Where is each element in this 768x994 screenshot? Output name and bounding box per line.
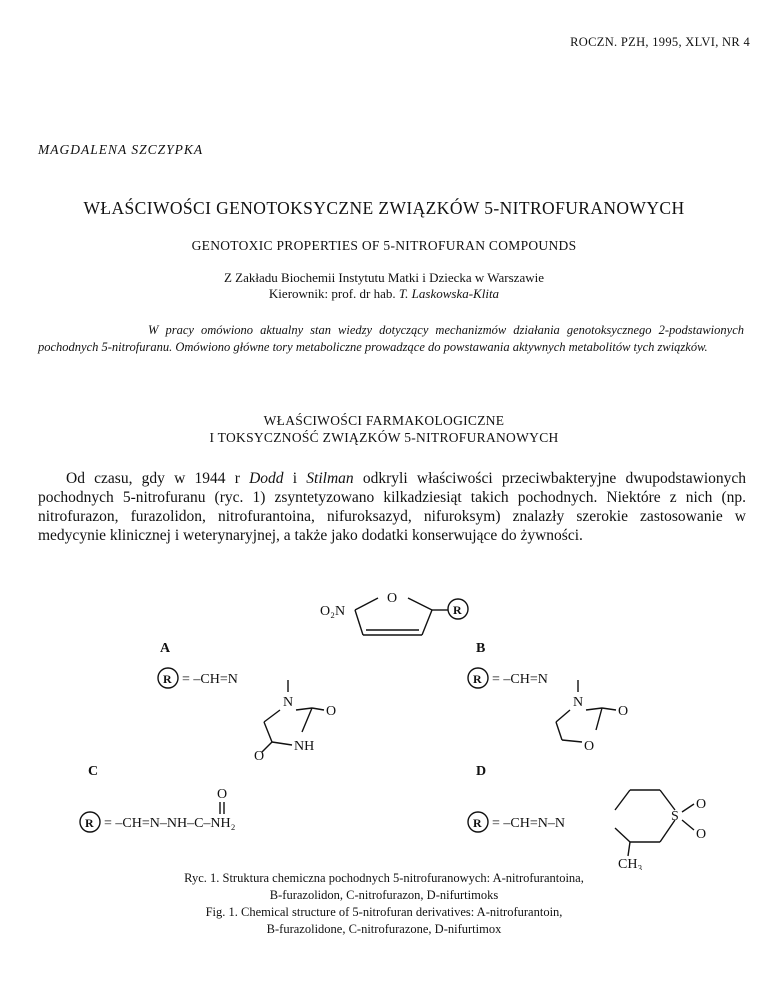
furan-bond [408,598,432,610]
linker-a: = –CH=N [182,672,238,687]
affiliation-head [0,286,768,302]
furan-oxygen-label: O [387,591,398,606]
panel-label-d: D [476,764,487,779]
journal-header: ROCZN. PZH, 1995, XLVI, NR 4 [570,35,750,49]
paragraph-part3: odkryli właściwości przeciwbakteryjne dwupodstawionych pochodnych 5-nitrofuranu (ryc. 1) zsyntetyzowano kilkadziesiąt takich pochodnych. Niektóre z nich (np. nitrofurazon, furazolidon, nitrofurantoina, nifuroksazyd, nifuroksym) znalazły szerokie zastosowanie w medycynie klinicznej i weterynaryjnej, a także jako dodatki konserwujące do żywności. [38,470,747,544]
nh-label: NH [294,739,315,754]
section-heading [0,412,768,446]
caption-en-line1: Fig. 1. Chemical structure of 5-nitrofuran derivatives: A-nitrofurantoin, [205,905,563,919]
ring-bond [596,708,602,730]
sulfur-label: S [671,809,679,824]
furan-bond [355,598,378,610]
chemical-structures-figure [30,580,750,870]
affiliation-head-prefix: Kierownik: prof. dr hab. [268,286,396,301]
affiliation-institute: Z Zakładu Biochemii Instytutu Matki i Dziecka w Warszawie [223,270,544,285]
furan-bond [422,610,432,635]
affiliation [0,270,768,302]
section-heading-line1: WŁAŚCIWOŚCI FARMAKOLOGICZNE [263,413,505,428]
panel-label-b: B [476,641,486,656]
r-group-label: R [473,672,482,686]
ring-bond [615,828,630,842]
ring-bond [556,722,562,740]
carbonyl-bond [312,708,324,710]
r-group-label: R [473,816,482,830]
article-title-english: GENOTOXIC PROPERTIES OF 5-NITROFURAN COMPOUNDS [191,238,577,253]
abstract: W pracy omówiono aktualny stan wiedzy dotyczący mechanizmów działania genotoksycznego 2-podstawionych pochodnych 5-nitrofuranu. Omówiono główne tory metaboliczne prowadzące do powstawania aktywnych metabolitów tych związków. [38,323,744,354]
author-name-stilman: Stilman [306,470,354,487]
caption-en-line2: B-furazolidone, C-nitrofurazone, D-nifurtimox [266,922,502,936]
carbonyl-bond [602,708,616,710]
r-group-label: R [453,603,462,617]
paragraph-part1: Od czasu, gdy w 1944 r [66,470,240,487]
nitro-group-label: O₂N [320,604,346,619]
ring-nitrogen-label: N [573,695,584,710]
linker-c: = –CH=N–NH–C–NH₂ [104,816,236,831]
ring-bond [660,790,675,810]
linker-d: = –CH=N–N [492,816,565,831]
r-group-label: R [163,672,172,686]
ring-bond [556,710,570,722]
ring-bond [296,708,312,710]
ring-bond [264,710,280,722]
panel-label-c: C [88,764,99,779]
oxygen-label: O [696,827,707,842]
article-title-polish: WŁAŚCIWOŚCI GENOTOKSYCZNE ZWIĄZKÓW 5-NITROFURANOWYCH [83,198,685,218]
body-paragraph [38,469,746,545]
methyl-bond [628,842,630,856]
linker-b: = –CH=N [492,672,548,687]
r-group-label: R [85,816,94,830]
oxygen-label: O [696,797,707,812]
section-heading-line2: I TOKSYCZNOŚĆ ZWIĄZKÓW 5-NITROFURANOWYCH [209,430,559,445]
author-name-dodd: Dodd [249,470,284,487]
carbonyl-oxygen-label: O [217,787,228,802]
furan-bond [355,610,363,635]
ring-bond [586,708,602,710]
caption-pl-line1: Ryc. 1. Struktura chemiczna pochodnych 5-nitrofuranowych: A-nitrofurantoina, [184,871,584,885]
ring-bond [264,722,272,742]
caption-pl-line2: B-furazolidon, C-nitrofurazon, D-nifurtimoks [269,888,499,902]
ring-bond [615,790,630,810]
oxygen-label: O [254,749,265,764]
oxygen-label: O [618,704,629,719]
ring-oxygen-label: O [584,739,595,754]
author-name: MAGDALENA SZCZYPKA [38,142,204,157]
ring-bond [562,740,582,742]
sulfonyl-bond [682,820,694,830]
figure-caption [0,870,768,938]
ring-bond [302,708,312,732]
methyl-label: CH₃ [618,857,643,870]
ring-nitrogen-label: N [283,695,294,710]
sulfonyl-bond [682,804,694,812]
oxygen-label: O [326,704,337,719]
ring-bond [272,742,292,745]
panel-label-a: A [160,641,171,656]
affiliation-head-name: T. Laskowska-Klita [398,286,500,301]
paragraph-part2: i [292,470,298,487]
